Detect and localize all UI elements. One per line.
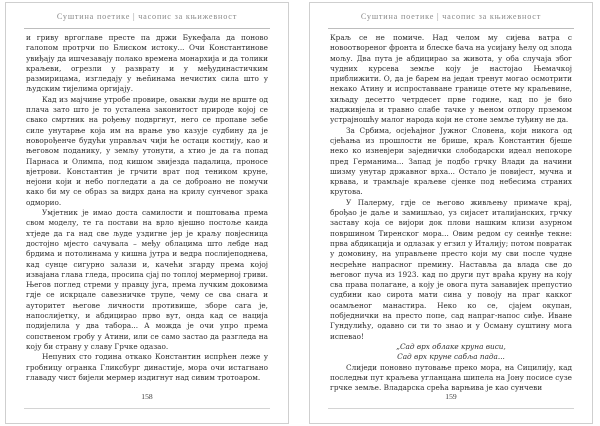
- footer-rule: [328, 408, 574, 409]
- paragraph: Слиједи поновно путовање преко мора, на Сицилију, кад последњи пут краљева угланцана шипела на Јону посисе сузе грчке земље. Владарска срећа варњива је као сунчеви: [330, 362, 572, 393]
- left-page: [5, 2, 289, 424]
- page-number: 159: [445, 392, 457, 401]
- paragraph: Краљ се не помиче. Над челом му сијева ватра с новоотвореног фронта и блеске бача на усијану ћелу од злода мољу. Два пута је абдицирао за живота, у оба случаја због чудних курсева земље коју је настојао Њемачкој приближити. О, да је барем на један тренут могао осмотрити некако Атину и испроставване границе отете му краљевине, хиљаду десетто четрдесет прве године, кад по је био надживјела и травно слабе тачке у њеном отпору прземом устрајношћу малог народа који не стоне земље туђину не да.: [330, 33, 572, 125]
- page-body: [330, 33, 572, 393]
- page-body: [26, 33, 268, 383]
- header-rule: [328, 28, 574, 29]
- paragraph: и гриву вргоглаве престе па држи Букефала да поново галопом протрчи по Блиском истоку... Очи Константинове увиђају да ишчезавају полако времена монархија и да толики краљеви, огрезли у разврату и у међудинастичким размирицама, изгледају у њеñинама нечистих сила што у људским тијелима оргијају.: [26, 33, 268, 94]
- header-rule: [24, 28, 270, 29]
- footer-rule: [24, 408, 270, 409]
- paragraph: Умјетник је имао доста самилости и поштовања према свом моделу, те га постави на врло вјешно постоље каида хтједе да га над све људе уздигне јер је краљу повјесница достојно мјесто сачувала – међу облацима што лебде над брдима и потолинама у кишна јутра и ведра послијеподнева, кад сунце сигурно залази и, качећи згарду према којој изваjана глава гледа, просипа сјај по топлој мермерној гриви. Његов поглед стреми у правцу југа, према лучким доковима гдје се искрцале савезничке трупе, чему се сва снага и ауторитет његове личности противише, зборе сага је, напослијетку, и абдицирао прво вут, онда кад се нација подијелила у два табора... А можда је очи упро према сопственом гробу у Атини, или се само застао да разгледа на кoју би страну у славу Грчке одазао.: [26, 208, 268, 351]
- page-header: Суштина поетике | часопис за књижевност: [56, 12, 238, 21]
- paragraph: У Палерму, гдје се његово живљењу примаче крај, брођао је даље и замишљао, уз сијасет италијанских, грчку заставу која се вијори док плови нашким клизи азурном површином Тиренског мора... Овим редом су сеинђе текне: прва абдикација и одлазак у егзил у Италију; потом повратак у домовину, на управљене престо који му сви после чудне несрећне напрасног премину. Наставља да влада све до његовог пуча из 1923. кад по други пут враћа круну на коју сва права полагане, а коју је овога пута занавијек препустио судбини као сирота мати сина у повоју на праг какког осамљеног манастира. Неко ко се, сјаjем окупан, побједнички на престо попе, сад напраг-напос сиђе. Иване Гундулићу, одавно си ти то знао и у Осману суштину мога испевао!: [330, 197, 572, 341]
- verse-line: Сад врх круне сабља пада...: [397, 352, 505, 362]
- right-page: [309, 2, 593, 424]
- paragraph: Непуних сто година откако Константин испрћен леже у гробницу огранка Гликсбург династије, мора очи истагнано главаду чист бијели мермер издигнут над сивим тротоаром.: [26, 352, 268, 382]
- paragraph: За Србима, осјећајног Јужног Словена, који никога од сјећања из прошлости не брише, краљ Константин бјеше неко ко изневјери заједнички слободарски идеал непокоре пред Германима... Запад је подбо грчку Влади да начини шизму унутар државног врха... Остало је повијест, мучна и крвава, и трамљаје краљеве сјенке под небесима страних крутова.: [330, 125, 572, 197]
- verse-line: „Сад врх облаке круна виси,: [396, 341, 506, 351]
- page-header: Суштина поетике | часопис за књижевност: [360, 12, 542, 21]
- paragraph: Кад из мајчине утробе провире, овакви људи не врште од плача зато што је то усталена законитост природе којој се свако смртник на рођењу подвргнут, него се пропаве зебе силе унутарње која им на врање уво казује судбину да је новорођенче будући управљач чији ће остаци костију, као и његовом поданику, у земљу утонути, а хтио је да га попад Парнаса и Олимпа, под кишом звијезда падалица, проносе вјетрови. Константин је грчити врат под теником круне, нејони који и небо погледати а да се доброано не помучи како би му се образ за видрх дана на крилу сунчевог зрака одморио.: [26, 94, 268, 207]
- page-number: 158: [141, 392, 153, 401]
